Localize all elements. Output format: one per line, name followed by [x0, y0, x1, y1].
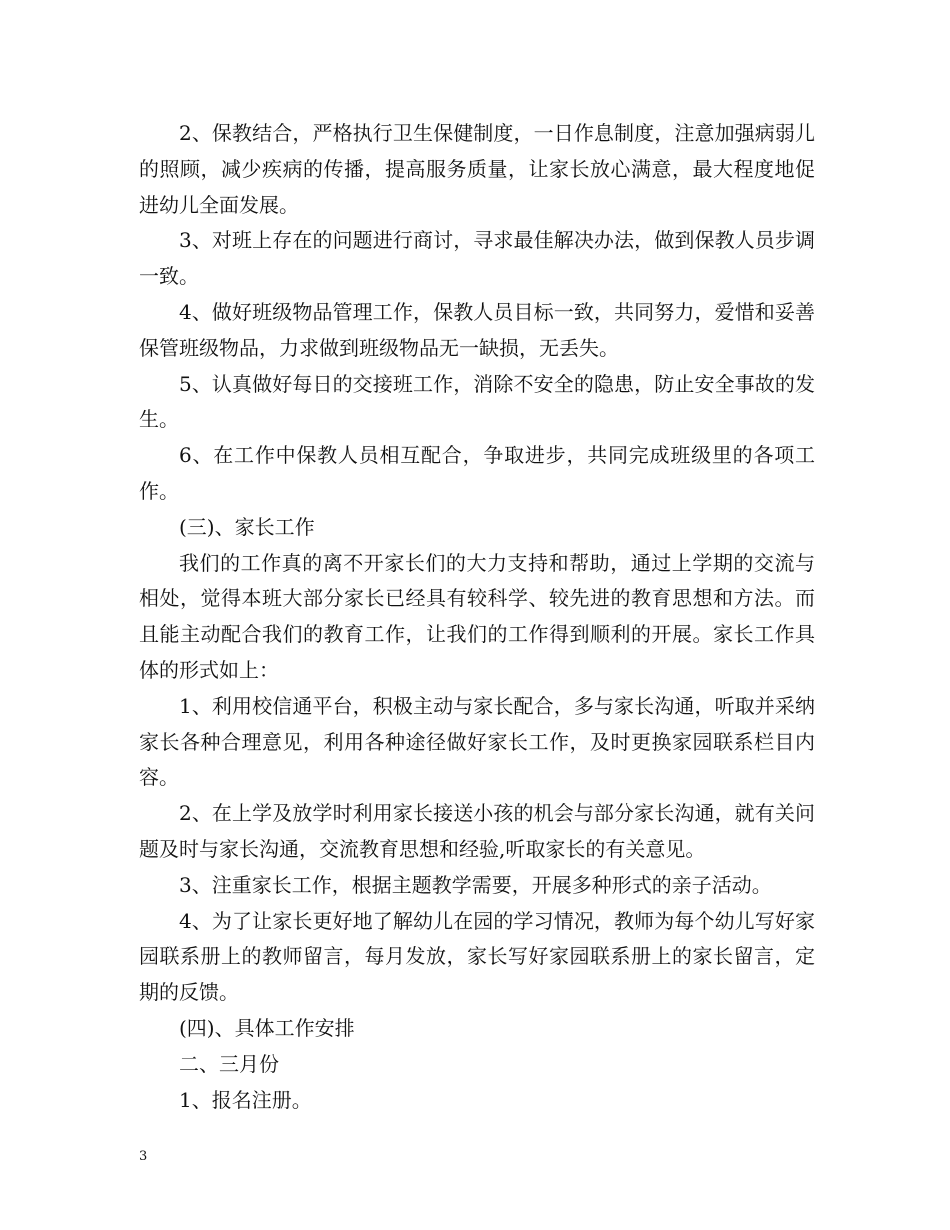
paragraph-registration: 1、报名注册。: [179, 1087, 312, 1112]
paragraph-shift-handover: 5、认真做好每日的交接班工作，消除不安全的隐患，防止安全事故的发生。: [139, 371, 815, 432]
paragraph-cooperation: 6、在工作中保教人员相互配合，争取进步，共同完成班级里的各项工作。: [139, 443, 815, 503]
paragraph-class-items: 4、做好班级物品管理工作，保教人员目标一致，共同努力，爱惜和妥善保管班级物品，力求做到班级物品无一缺损，无丢失。: [139, 299, 815, 360]
paragraph-contact-booklet: 4、为了让家长更好地了解幼儿在园的学习情况，教师为每个幼儿写好家园联系册上的教师留言，每月发放，家长写好家园联系册上的家长留言，定期的反馈。: [139, 908, 815, 1005]
paragraph-hygiene-care: 2、保教结合，严格执行卫生保健制度，一日作息制度，注意加强病弱儿的照顾，减少疾病的传播，提高服务质量，让家长放心满意，最大程度地促进幼儿全面发展。: [139, 121, 815, 217]
document-body: [139, 116, 815, 1118]
paragraph-school-platform: 1、利用校信通平台，积极主动与家长配合，多与家长沟通，听取并采纳家长各种合理意见，利用各种途径做好家长工作，及时更换家园联系栏目内容。: [139, 693, 815, 790]
page-number: 3: [139, 1149, 148, 1164]
subheading-feb-march: 二、三月份: [179, 1051, 279, 1076]
paragraph-pickup-communication: 2、在上学及放学时利用家长接送小孩的机会与部分家长沟通，就有关问题及时与家长沟通，交流教育思想和经验,听取家长的有关意见。: [139, 801, 815, 861]
paragraph-parent-support: 我们的工作真的离不开家长们的大力支持和帮助，通过上学期的交流与相处，觉得本班大部分家长已经具有较科学、较先进的教育思想和方法。而且能主动配合我们的教育工作，让我们的工作得到顺利的开展。家长工作具体的形式如上：: [139, 550, 815, 682]
section-heading-parent-work: (三)、家长工作: [179, 514, 315, 539]
paragraph-discuss-problems: 3、对班上存在的问题进行商讨，寻求最佳解决办法，做到保教人员步调一致。: [139, 228, 815, 289]
section-heading-work-schedule: (四)、具体工作安排: [179, 1015, 355, 1040]
paragraph-parent-child-activities: 3、注重家长工作，根据主题教学需要，开展多种形式的亲子活动。: [179, 872, 772, 897]
